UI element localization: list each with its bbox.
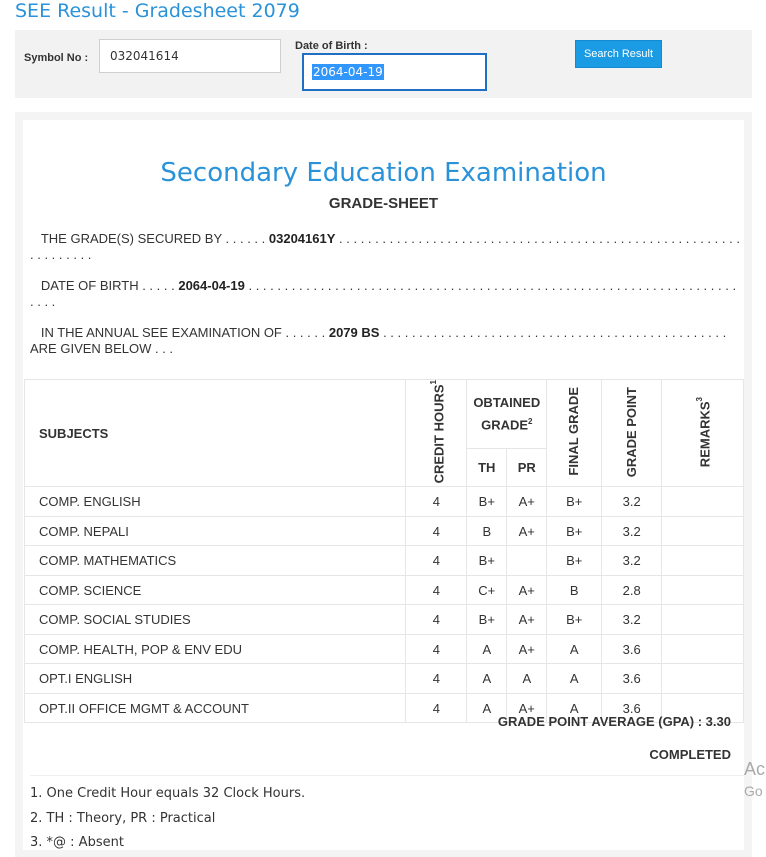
remarks-cell <box>662 634 744 664</box>
remarks-cell <box>662 487 744 517</box>
final-grade-cell: B+ <box>547 546 602 576</box>
header-final-grade-text: FINAL GRADE <box>566 387 582 476</box>
credit-cell: 4 <box>406 487 467 517</box>
dob-value: 2064-04-19 <box>178 278 245 293</box>
th-grade-cell: A <box>467 634 507 664</box>
grade-point-cell: 3.6 <box>602 664 662 694</box>
subject-cell: COMP. ENGLISH <box>25 487 406 517</box>
grade-point-cell: 3.2 <box>602 605 662 635</box>
th-grade-cell: A <box>467 664 507 694</box>
header-th: TH <box>467 448 507 487</box>
th-grade-cell: B+ <box>467 487 507 517</box>
header-subjects: SUBJECTS <box>25 380 406 487</box>
credit-cell: 4 <box>406 634 467 664</box>
footnotes <box>30 775 744 856</box>
final-grade-cell: B <box>547 575 602 605</box>
secured-by-value: 03204161Y <box>268 231 336 246</box>
header-grade-point <box>602 380 662 487</box>
credit-cell: 4 <box>406 605 467 635</box>
footnote-2: 2. TH : Theory, PR : Practical <box>30 810 216 826</box>
activation-watermark-line2: Go <box>744 783 763 799</box>
grade-point-cell: 3.2 <box>602 546 662 576</box>
credit-cell: 4 <box>406 546 467 576</box>
pr-grade-cell: A <box>507 664 547 694</box>
secured-by-line <box>30 231 742 263</box>
header-remarks-sup: 3 <box>694 396 704 402</box>
subject-cell: COMP. NEPALI <box>25 516 406 546</box>
final-grade-cell: B+ <box>547 605 602 635</box>
final-grade-cell: A <box>547 634 602 664</box>
remarks-cell <box>662 546 744 576</box>
header-obtained-grade-text: OBTAINED GRADE <box>473 395 541 433</box>
credit-cell: 4 <box>406 693 467 723</box>
th-grade-cell: B+ <box>467 546 507 576</box>
table-row <box>25 516 744 546</box>
exam-line <box>30 325 742 357</box>
secured-by-suffix: . . . . . . . . . . . . . . . . . . . . . . . . . . . . . . . . . . . . . . . . . . . . . . . . . . . . . . . . . . . . . . . . . <box>30 231 740 262</box>
page-title: SEE Result - Gradesheet 2079 <box>15 0 300 22</box>
header-obtained-sup: 2 <box>528 417 533 427</box>
credit-cell: 4 <box>406 516 467 546</box>
subject-cell: COMP. SCIENCE <box>25 575 406 605</box>
grade-point-cell: 3.6 <box>602 693 662 723</box>
pr-grade-cell: A+ <box>507 634 547 664</box>
th-grade-cell: B <box>467 516 507 546</box>
final-grade-cell: A <box>547 693 602 723</box>
remarks-cell <box>662 575 744 605</box>
subject-cell: COMP. HEALTH, POP & ENV EDU <box>25 634 406 664</box>
header-remarks-text: REMARKS <box>697 401 713 467</box>
th-grade-cell: C+ <box>467 575 507 605</box>
date-of-birth-selected-text: 2064-04-19 <box>313 65 383 79</box>
table-row <box>25 546 744 576</box>
gradesheet-title: GRADE-SHEET <box>328 195 439 212</box>
table-row <box>25 575 744 605</box>
subject-cell: OPT.II OFFICE MGMT & ACCOUNT <box>25 693 406 723</box>
header-credit-hours <box>406 380 467 487</box>
exam-value: 2079 BS <box>328 325 380 340</box>
credit-cell: 4 <box>406 575 467 605</box>
grade-point-cell: 3.2 <box>602 487 662 517</box>
date-of-birth-input[interactable] <box>302 53 487 91</box>
grade-point-cell: 3.6 <box>602 634 662 664</box>
header-remarks <box>662 380 744 487</box>
grade-point-cell: 2.8 <box>602 575 662 605</box>
footnote-1: 1. One Credit Hour equals 32 Clock Hours. <box>30 786 306 801</box>
table-row <box>25 664 744 694</box>
subject-cell: COMP. SOCIAL STUDIES <box>25 605 406 635</box>
exam-prefix: IN THE ANNUAL SEE EXAMINATION OF . . . . . . <box>40 325 326 340</box>
credit-cell: 4 <box>406 664 467 694</box>
final-grade-cell: B+ <box>547 487 602 517</box>
date-of-birth-label: Date of Birth : <box>295 40 368 52</box>
grade-point-cell: 3.2 <box>602 516 662 546</box>
pr-grade-cell: A+ <box>507 605 547 635</box>
remarks-cell <box>662 664 744 694</box>
pr-grade-cell: A+ <box>507 575 547 605</box>
subject-cell: OPT.I ENGLISH <box>25 664 406 694</box>
secured-by-prefix: THE GRADE(S) SECURED BY . . . . . . <box>40 231 266 246</box>
header-obtained-grade <box>467 380 547 449</box>
gpa-summary: GRADE POINT AVERAGE (GPA) : 3.30 <box>497 714 731 729</box>
pr-grade-cell: A+ <box>507 693 547 723</box>
gradesheet-content <box>23 120 744 850</box>
th-grade-cell: B+ <box>467 605 507 635</box>
header-credit-hours-text: CREDIT HOURS <box>430 384 446 484</box>
exam-suffix: . . . . . . . . . . . . . . . . . . . . . . . . . . . . . . . . . . . . . . . . . . . . . . . . ARE GIVEN BELOW . . . <box>30 325 727 356</box>
exam-title: Secondary Education Examination <box>160 158 607 188</box>
header-grade-point-text: GRADE POINT <box>623 386 639 477</box>
dob-prefix: DATE OF BIRTH . . . . . <box>40 278 175 293</box>
completion-status: COMPLETED <box>649 747 731 762</box>
dob-suffix: . . . . . . . . . . . . . . . . . . . . . . . . . . . . . . . . . . . . . . . . . . . . . . . . . . . . . . . . . . . . . . . . . . . . . . . . <box>30 278 737 309</box>
final-grade-cell: A <box>547 664 602 694</box>
table-row <box>25 634 744 664</box>
search-result-button[interactable]: Search Result <box>575 40 662 68</box>
search-panel <box>15 30 752 98</box>
table-row <box>25 605 744 635</box>
dob-line <box>30 278 742 310</box>
remarks-cell <box>662 605 744 635</box>
footnote-3: 3. *@ : Absent <box>30 835 124 850</box>
header-final-grade <box>547 380 602 487</box>
pr-grade-cell: A+ <box>507 487 547 517</box>
symbol-no-label: Symbol No : <box>24 52 89 64</box>
header-pr: PR <box>507 448 547 487</box>
gradesheet-panel <box>15 112 752 857</box>
pr-grade-cell: A+ <box>507 516 547 546</box>
pr-grade-cell <box>507 546 547 576</box>
remarks-cell <box>662 516 744 546</box>
table-row <box>25 487 744 517</box>
header-credit-sup: 1 <box>428 380 438 385</box>
grades-table <box>24 379 744 723</box>
subject-cell: COMP. MATHEMATICS <box>25 546 406 576</box>
final-grade-cell: B+ <box>547 516 602 546</box>
symbol-no-input[interactable] <box>99 39 281 73</box>
th-grade-cell: A <box>467 693 507 723</box>
activation-watermark-line1: Ac <box>744 759 766 779</box>
